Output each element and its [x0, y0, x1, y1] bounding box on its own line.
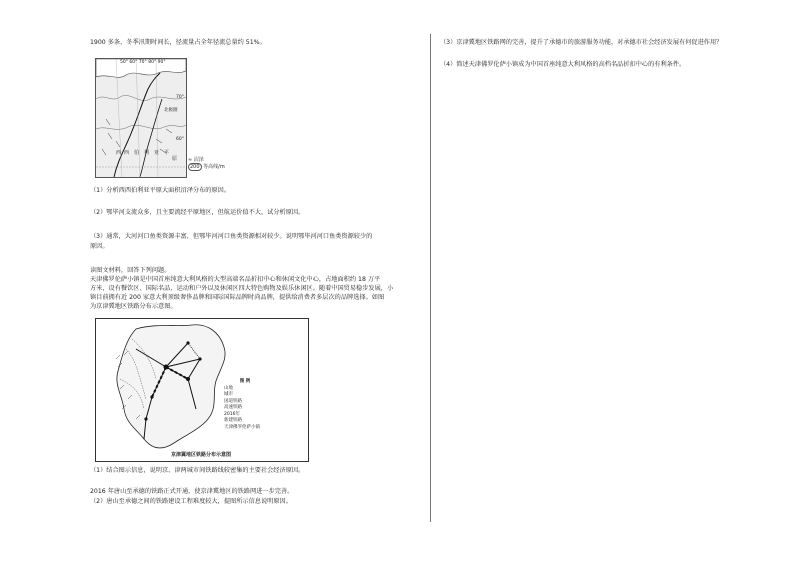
passage-line: 镇目前拥有近 200 家意大利顶级奢侈品牌和国际国际品牌时尚品牌，提供给消费者多层次的品牌选择。如图 [90, 294, 385, 301]
legend-marsh: ≈ 沼泽 [188, 157, 204, 163]
question-4: （1）结合图示信息，说明京、津两城市间铁路线较密集的主要社会经济原因。 [90, 467, 305, 474]
passage-line: 方米，设有餐饮区、国际名品、运动和户外以及休闲区四大特色购物及娱乐休闲区。随着中国贸易稳步发展，小 [90, 285, 394, 292]
railway-map-caption: 京津冀地区铁路分布示意图 [170, 452, 231, 458]
passage-line: 读图文材料，回答下列问题。 [90, 267, 171, 274]
siberia-map [95, 58, 187, 178]
passage-line: 为京津冀地区铁路分布示意图。 [90, 303, 177, 310]
map1-legend [188, 157, 225, 171]
map1-char: 平 [164, 150, 170, 156]
railway-map [95, 318, 309, 462]
map1-arctic-circle: 北极圈 [164, 108, 178, 113]
railway-legend [224, 379, 266, 431]
map1-char: 原 [172, 156, 178, 162]
column-divider [430, 34, 431, 522]
question-5-line2: （2）唐山至承德之间的铁路建设工程难度较大，提图所示信息说明原因。 [90, 498, 292, 505]
question-1: （1）分析西西伯利亚平原大面积沼泽分布的原因。 [90, 187, 231, 194]
map1-lat-60: 60° [176, 137, 184, 142]
legend-item: 2016年 [224, 411, 240, 417]
question-2: （2）鄂毕河支流众多，且主要流经平原地区，但航运价值不大，试分析原因。 [90, 209, 305, 216]
legend-item: 高速铁路 [224, 405, 242, 410]
question-3-line2: 原因。 [90, 243, 109, 250]
marsh-icon: ≈ [188, 157, 194, 163]
map1-char: 亚 [154, 150, 160, 156]
intro-line: 1900 多条，冬季汛期时间长，径流量占全年径流总量约 51%。 [90, 39, 266, 46]
map1-char: 利 [144, 150, 150, 156]
map1-longitudes: 50° 60° 70° 80° 90° [120, 60, 166, 65]
contour-value: 200 [190, 164, 200, 170]
legend-contour: 200 等高线/m [190, 164, 225, 170]
question-6: （3）京津冀地区铁路网的完善，提升了承德市的旅游服务功能，对承德市社会经济发展有何促进作用？ [440, 39, 723, 46]
question-3-line1: （3）通常，大河河口鱼类资源丰富，但鄂毕河河口鱼类资源相对较少。说明鄂毕河河口鱼类资源较少的 [90, 233, 373, 240]
map1-char: 伯 [134, 150, 140, 156]
legend-item: 山地 [224, 385, 233, 391]
map1-char: 西 [116, 150, 122, 156]
map1-char: 西 [124, 150, 130, 156]
passage [90, 266, 393, 311]
railway-map-graphic [96, 319, 308, 461]
question-7: （4）简述天津佛罗伦萨小镇成为中国首座纯意大利风格的高档名品折扣中心的有利条件。 [440, 61, 686, 68]
legend-item: 国道铁路 [224, 398, 242, 404]
question-5-line1: 2016 年唐山至承德的铁路正式开通，使京津冀地区的铁路网进一步完善。 [90, 488, 294, 495]
legend-title: 图 例 [239, 379, 251, 384]
legend-item: 天津佛罗伦萨小镇 [224, 424, 260, 430]
passage-line: 天津佛罗伦萨小镇是中国首座纯意大利风格的大型高端名品折扣中心和休闲文化中心，占地面积约 18 万平 [90, 276, 381, 283]
legend-item: 新建铁路 [224, 418, 242, 423]
legend-item: 城市 [224, 392, 233, 397]
map1-lat-70: 70° [176, 95, 184, 100]
